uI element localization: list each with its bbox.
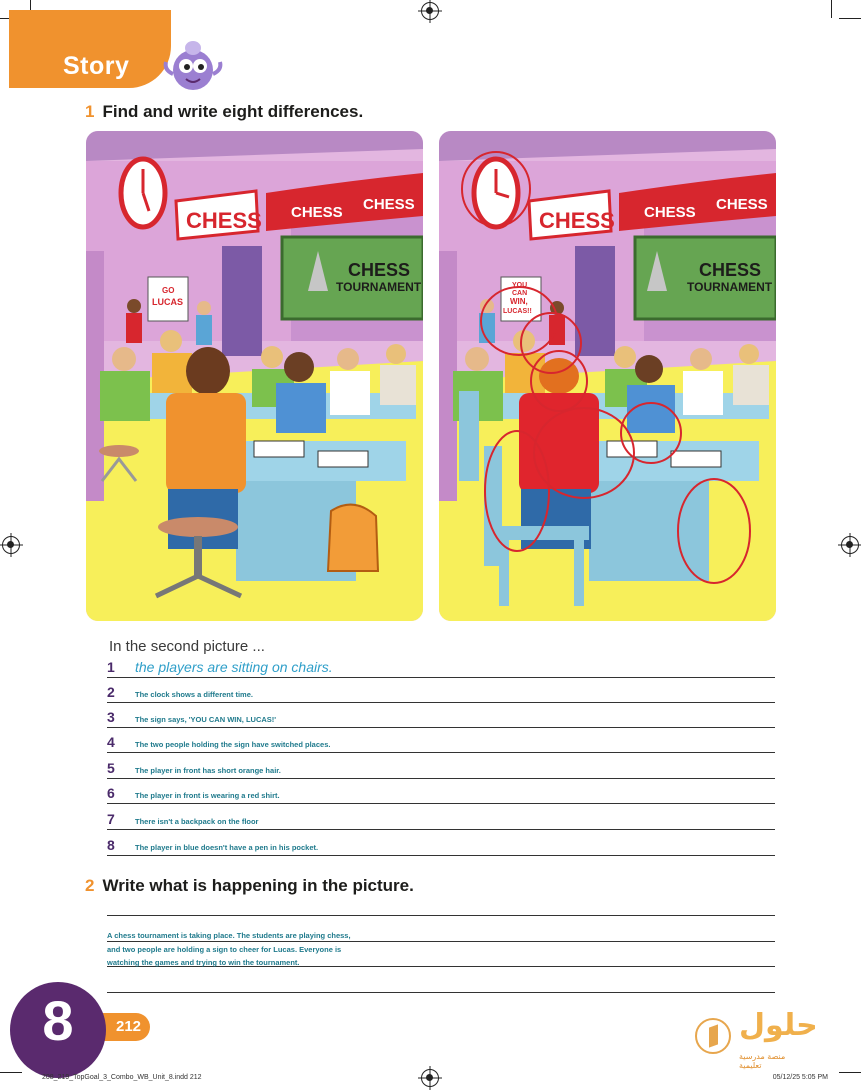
banner-main-text: CHESS <box>539 208 615 233</box>
sign-line1-text: GO <box>162 286 175 295</box>
answer-row-2[interactable] <box>107 677 775 703</box>
answer-number: 1 <box>107 659 115 675</box>
answer-line: A chess tournament is taking place. The students are playing chess, <box>107 931 351 940</box>
page-number: 212 <box>116 1018 142 1035</box>
answer-number: 6 <box>107 785 115 801</box>
answer-row-7[interactable] <box>107 804 775 830</box>
clock-icon <box>474 159 518 227</box>
footer-timestamp: 05/12/25 5:05 PM <box>772 1074 828 1081</box>
exercise-title: Find and write eight differences. <box>102 102 364 121</box>
exercise-2-answer <box>107 929 351 970</box>
exercise-number: 1 <box>85 102 95 121</box>
watermark-logo <box>695 1008 818 1070</box>
logo-word: حلول <box>739 1008 818 1043</box>
answer-text: There isn't a backpack on the floor <box>135 817 259 826</box>
answer-line: and two people are holding a sign to cheer for Lucas. Everyone is <box>107 944 342 954</box>
sign-line2-text: CAN <box>512 290 528 297</box>
footer-file-name: 208_219_TopGoal_3_Combo_WB_Unit_8.indd 212 <box>42 1074 202 1081</box>
logo-subtitle: منصة مدرسية تعليمية <box>739 1052 786 1070</box>
answer-row-3[interactable] <box>107 702 775 728</box>
banner-left-text: CHESS <box>291 204 343 221</box>
exercise-title: Write what is happening in the picture. <box>102 876 414 895</box>
answer-row-1[interactable] <box>107 652 775 678</box>
sign-line1-text: YOU <box>512 282 528 289</box>
answer-text: The player in front has short orange hair. <box>135 766 281 775</box>
answer-text: The sign says, 'YOU CAN WIN, LUCAS!' <box>135 715 277 724</box>
poster-line2-text: TOURNAMENT <box>336 280 422 294</box>
picture-b <box>439 131 776 621</box>
writing-line[interactable] <box>107 992 775 993</box>
sign-line3-text: WIN, <box>510 297 528 306</box>
answer-number: 7 <box>107 811 115 827</box>
clock-icon <box>121 159 165 227</box>
answer-row-4[interactable] <box>107 727 775 753</box>
registration-mark-icon <box>841 536 859 554</box>
answer-row-6[interactable] <box>107 778 775 804</box>
answer-row-8[interactable] <box>107 830 775 856</box>
answer-number: 5 <box>107 760 115 776</box>
answer-number: 4 <box>107 734 115 750</box>
banner-left-text: CHESS <box>644 204 696 221</box>
crop-mark <box>0 1072 22 1073</box>
crop-mark <box>839 1072 861 1073</box>
answer-text: The player in blue doesn't have a pen in his pocket. <box>135 843 319 852</box>
answer-number: 2 <box>107 684 115 700</box>
story-tab <box>9 10 171 88</box>
crop-mark <box>831 0 832 18</box>
answer-text: The player in front is wearing a red shirt. <box>135 791 280 800</box>
answer-number: 3 <box>107 709 115 725</box>
answer-line: watching the games and trying to win the tournament. <box>107 958 300 967</box>
exercise-1-heading <box>85 102 363 122</box>
exercise-2-heading <box>85 876 414 896</box>
answer-text: the players are sitting on chairs. <box>135 659 333 675</box>
poster-line1-text: CHESS <box>699 260 762 280</box>
exercise-number: 2 <box>85 876 95 895</box>
grade-badge <box>10 982 106 1078</box>
writing-line[interactable] <box>107 915 775 916</box>
story-tab-label: Story <box>63 52 130 80</box>
picture-a <box>86 131 423 621</box>
banner-main-text: CHESS <box>186 208 262 233</box>
logo-mark-icon <box>695 1018 731 1054</box>
sign-line2-text: LUCAS <box>152 297 183 307</box>
banner-right-text: CHESS <box>716 196 768 213</box>
answer-text: The clock shows a different time. <box>135 690 253 699</box>
poster-line1-text: CHESS <box>348 260 411 280</box>
crop-mark <box>839 18 861 19</box>
registration-mark-icon <box>421 2 439 20</box>
grade-number: 8 <box>42 989 74 1052</box>
registration-mark-icon <box>2 536 20 554</box>
poster-line2-text: TOURNAMENT <box>687 280 773 294</box>
answer-number: 8 <box>107 837 115 853</box>
registration-mark-icon <box>421 1069 439 1087</box>
answers-intro: In the second picture ... <box>109 638 265 655</box>
mascot-icon <box>160 34 226 96</box>
banner-right-text: CHESS <box>363 196 415 213</box>
answer-row-5[interactable] <box>107 753 775 779</box>
sign-line4-text: LUCAS!! <box>503 308 532 315</box>
answer-text: The two people holding the sign have switched places. <box>135 740 331 749</box>
